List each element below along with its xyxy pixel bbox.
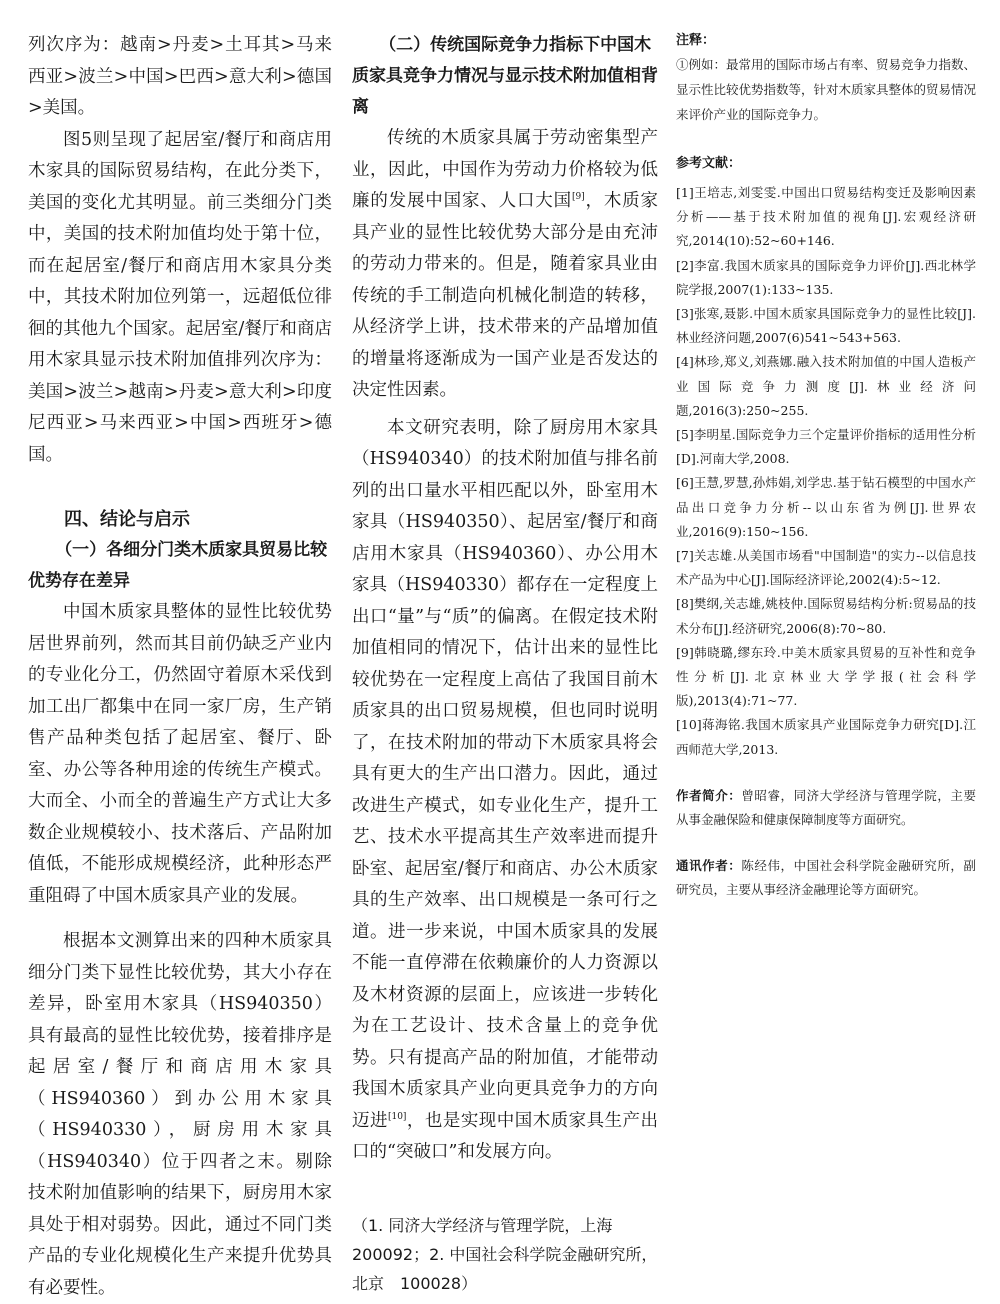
reference-item: [2]李富.我国木质家具的国际竞争力评价[J].西北林学院学报,2007(1):133~135. bbox=[676, 257, 976, 297]
reference-item: [5]李明星.国际竞争力三个定量评价指标的适用性分析[D].河南大学,2008. bbox=[676, 427, 976, 467]
affiliation: （1. 同济大学经济与管理学院，上海 200092；2. 中国社会科学院金融研究所，北京 100028） bbox=[352, 1215, 658, 1293]
paragraph-text: 传统的木质家具属于劳动密集型产业，因此，中国作为劳动力价格较为低廉的发展中国家、人口大国 bbox=[352, 128, 658, 211]
note-text: ①例如：最常用的国际市场占有率、贸易竞争力指数、显示性比较优势指数等，针对木质家具整体的贸易情况来评价产业的国际竞争力。 bbox=[676, 57, 977, 122]
paragraph-text: 本文研究表明，除了厨房用木家具（HS940340）的技术附加值与排名前列的出口量水平相匹配以外，卧室用木家具（HS940350）、起居室/餐厅和商店用木家具（HS940360）、办公用木家具（HS940330）都存在一定程度上出口“量”与“质”的偏离。在假定技术附加值相同的情况下，估计出来的显性比较优势在一定程度上高估了我国目前木质家具的出口贸易规模，但也同时说明了，在技术附加的带动下木质家具将会具有更大的生产出口潜力。因此，通过改进生产模式，如专业化生产，提升工艺、技术水平提高其生产效率进而提升卧室、起居室/餐厅和商店、办公木质家具的生产效率、出口规模是一条可行之道。进一步来说，中国木质家具的发展不能一直停滞在依赖廉价的人力资源以及木材资源的层面上，应该进一步转化为在工艺设计、技术含量上的竞争优势。只有提高产品的附加值，才能带动我国木质家具产业向更具竞争力的方向迈进 bbox=[352, 417, 658, 1131]
reference-item: [8]樊纲,关志雄,姚枝仲.国际贸易结构分析:贸易品的技术分布[J].经济研究,2006(8):70~80. bbox=[676, 596, 976, 636]
corresponding-author bbox=[676, 854, 976, 902]
notes-heading: 注释： bbox=[676, 33, 716, 48]
subsection-heading-1: （一）各细分门类木质家具贸易比较优势存在差异 bbox=[28, 540, 328, 591]
corresponding-author-text: 陈经伟，中国社会科学院金融研究所，副研究员，主要从事经济金融理论等方面研究。 bbox=[676, 857, 976, 897]
subsection-heading-2: （二）传统国际竞争力指标下中国木质家具竞争力情况与显示技术附加值相背离 bbox=[352, 35, 658, 117]
author-bio-text: 曾昭睿，同济大学经济与管理学院，主要从事金融保险和健康保障制度等方面研究。 bbox=[676, 787, 976, 827]
author-bio bbox=[676, 784, 976, 832]
references-list bbox=[676, 181, 976, 762]
right-column bbox=[676, 30, 976, 902]
paragraph-text: ，也是实现中国木质家具生产出口的“突破口”和发展方向。 bbox=[352, 1110, 659, 1162]
paragraph-ranking-continued: 列次序为：越南>丹麦>土耳其>马来西亚>波兰>中国>巴西>意大利>德国>美国。 bbox=[28, 35, 332, 118]
corresponding-author-label: 通讯作者： bbox=[676, 857, 742, 873]
paragraph-four-categories: 根据本文测算出来的四种木质家具细分门类下显性比较优势，其大小存在差异，卧室用木家具（HS940350）具有最高的显性比较优势，接着排序是起居室/餐厅和商店用木家具（HS940360）到办公用木家具（HS940330），厨房用木家具（HS940340）位于四者之末。剔除技术附加值影响的结果下，厨房用木家具处于相对弱势。因此，通过不同门类产品的专业化规模化生产来提升优势具有必要性。 bbox=[28, 931, 332, 1298]
reference-item: [9]韩晓璐,缪东玲.中美木质家具贸易的互补性和竞争性分析[J].北京林业大学学报(社会科学版),2013(4):71~77. bbox=[676, 644, 976, 709]
paragraph-specialization: 中国木质家具整体的显性比较优势居世界前列，然而其目前仍缺乏产业内的专业化分工，仍然固守着原木采伐到加工出厂都集中在同一家厂房，生产销售产品种类包括了起居室、餐厅、卧室、办公等各种用途的传统生产模式。大而全、小而全的普遍生产方式让大多数企业规模较小、技术落后、产品附加值低，不能形成规模经济，此种形态严重阻碍了中国木质家具产业的发展。 bbox=[28, 602, 332, 906]
paragraph-figure5: 图5则呈现了起居室/餐厅和商店用木家具的国际贸易结构，在此分类下，美国的变化尤其明显。前三类细分门类中，美国的技术附加值均处于第十位，而在起居室/餐厅和商店用木家具分类中，其技术附加位列第一，远超低位徘徊的其他九个国家。起居室/餐厅和商店用木家具显示技术附加值排列次序为：美国>波兰>越南>丹麦>意大利>印度尼西亚>马来西亚>中国>西班牙>德国。 bbox=[28, 129, 332, 465]
citation-10: [10] bbox=[387, 1111, 407, 1122]
references-heading: 参考文献： bbox=[676, 156, 742, 171]
reference-item: [1]王培志,刘雯雯.中国出口贸易结构变迁及影响因素分析——基于技术附加值的视角[J].宏观经济研究,2014(10):52~60+146. bbox=[676, 185, 976, 249]
paragraph-research-findings bbox=[352, 413, 658, 1169]
paragraph-labor-intensive bbox=[352, 123, 658, 407]
reference-item: [6]王慧,罗慧,孙炜娟,刘学忠.基于钻石模型的中国水产品出口竞争力分析--以山东省为例[J].世界农业,2016(9):150~156. bbox=[676, 475, 976, 539]
reference-item: [3]张寒,聂影.中国木质家具国际竞争力的显性比较[J].林业经济问题,2007(6)541~543+563. bbox=[676, 306, 976, 346]
reference-item: [7]关志雄.从美国市场看"中国制造"的实力--以信息技术产品为中心[J].国际经济评论,2002(4):5~12. bbox=[676, 548, 976, 588]
reference-item: [4]林珍,郑义,刘燕娜.融入技术附加值的中国人造板产业国际竞争力测度[J].林业经济问题,2016(3):250~255. bbox=[676, 354, 976, 418]
reference-item: [10]蒋海铭.我国木质家具产业国际竞争力研究[D].江西师范大学,2013. bbox=[676, 717, 976, 757]
citation-9: [9] bbox=[571, 192, 585, 203]
left-column bbox=[28, 30, 332, 1304]
section-heading-conclusion: 四、结论与启示 bbox=[64, 509, 190, 530]
author-bio-label: 作者简介： bbox=[676, 787, 742, 803]
middle-column bbox=[352, 30, 658, 1298]
paragraph-text: ，木质家具产业的显性比较优势大部分是由充沛的劳动力带来的。但是，随着家具业由传统的手工制造向机械化制造的转移，从经济学上讲，技术带来的产品增加值的增量将逐渐成为一国产业是否发达的决定性因素。 bbox=[352, 191, 658, 400]
